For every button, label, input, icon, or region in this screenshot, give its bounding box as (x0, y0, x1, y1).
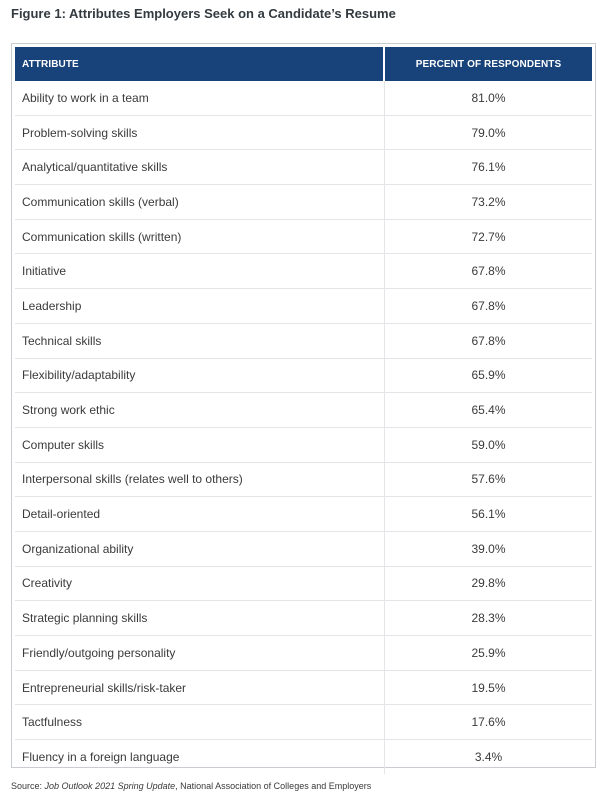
table-row (15, 359, 592, 394)
percent-cell: 25.9% (385, 636, 592, 671)
percent-cell: 3.4% (474, 749, 503, 764)
attribute-cell: Technical skills (15, 324, 385, 359)
percent-cell: 39.0% (385, 532, 592, 567)
table-row (15, 324, 592, 359)
source-publication: Job Outlook 2021 Spring Update (44, 781, 176, 791)
table-row (15, 567, 592, 602)
table-row (15, 185, 592, 220)
attribute-cell: Ability to work in a team (15, 81, 385, 116)
table-row (15, 220, 592, 255)
percent-cell: 59.0% (385, 428, 592, 463)
percent-cell: 56.1% (385, 497, 592, 532)
source-note (11, 781, 371, 791)
table-row (15, 393, 592, 428)
percent-cell: 29.8% (385, 567, 592, 602)
percent-cell: 81.0% (385, 81, 592, 116)
attribute-cell: Computer skills (15, 428, 385, 463)
table-container (11, 43, 596, 768)
table-row (15, 254, 592, 289)
attribute-cell: Friendly/outgoing personality (15, 636, 385, 671)
column-header-attribute: ATTRIBUTE (15, 47, 385, 81)
table-body (15, 81, 592, 774)
attribute-cell: Flexibility/adaptability (15, 359, 385, 394)
table-row (15, 532, 592, 567)
attribute-cell: Strategic planning skills (15, 601, 385, 636)
percent-cell: 67.8% (385, 324, 592, 359)
table-row (15, 601, 592, 636)
attribute-cell: Creativity (15, 567, 385, 602)
percent-cell: 57.6% (385, 463, 592, 498)
table-row (15, 116, 592, 151)
table-row (15, 463, 592, 498)
attribute-cell: Organizational ability (15, 532, 385, 567)
attribute-cell: Detail-oriented (15, 497, 385, 532)
table-row (15, 150, 592, 185)
percent-cell: 17.6% (385, 705, 592, 740)
figure-title: Figure 1: Attributes Employers Seek on a Candidate’s Resume (11, 6, 396, 21)
table-row (15, 671, 592, 706)
attribute-cell: Interpersonal skills (relates well to others) (15, 463, 385, 498)
percent-cell: 79.0% (385, 116, 592, 151)
table-row (15, 740, 592, 774)
attribute-cell: Leadership (15, 289, 385, 324)
percent-cell: 28.3% (385, 601, 592, 636)
source-organization: , National Association of Colleges and Employers (175, 781, 372, 791)
table-row (15, 636, 592, 671)
table-row (15, 705, 592, 740)
percent-cell: 67.8% (385, 289, 592, 324)
source-label: Source: (11, 781, 45, 791)
attribute-cell: Strong work ethic (15, 393, 385, 428)
percent-cell: 73.2% (385, 185, 592, 220)
percent-cell: 19.5% (385, 671, 592, 706)
attribute-cell: Communication skills (written) (15, 220, 385, 255)
percent-cell: 72.7% (385, 220, 592, 255)
attribute-cell: Initiative (15, 254, 385, 289)
attribute-cell: Analytical/quantitative skills (15, 150, 385, 185)
table-row (15, 497, 592, 532)
table-row (15, 81, 592, 116)
attribute-cell: Fluency in a foreign language (15, 740, 385, 774)
percent-cell: 65.9% (385, 359, 592, 394)
attribute-cell: Tactfulness (15, 705, 385, 740)
percent-cell: 67.8% (385, 254, 592, 289)
attribute-cell: Entrepreneurial skills/risk-taker (15, 671, 385, 706)
column-header-percent: PERCENT OF RESPONDENTS (385, 47, 592, 81)
percent-cell: 76.1% (385, 150, 592, 185)
attributes-table (15, 47, 592, 774)
table-header-row (15, 47, 592, 81)
percent-cell: 65.4% (385, 393, 592, 428)
table-row (15, 428, 592, 463)
attribute-cell: Problem-solving skills (15, 116, 385, 151)
table-row (15, 289, 592, 324)
attribute-cell: Communication skills (verbal) (15, 185, 385, 220)
